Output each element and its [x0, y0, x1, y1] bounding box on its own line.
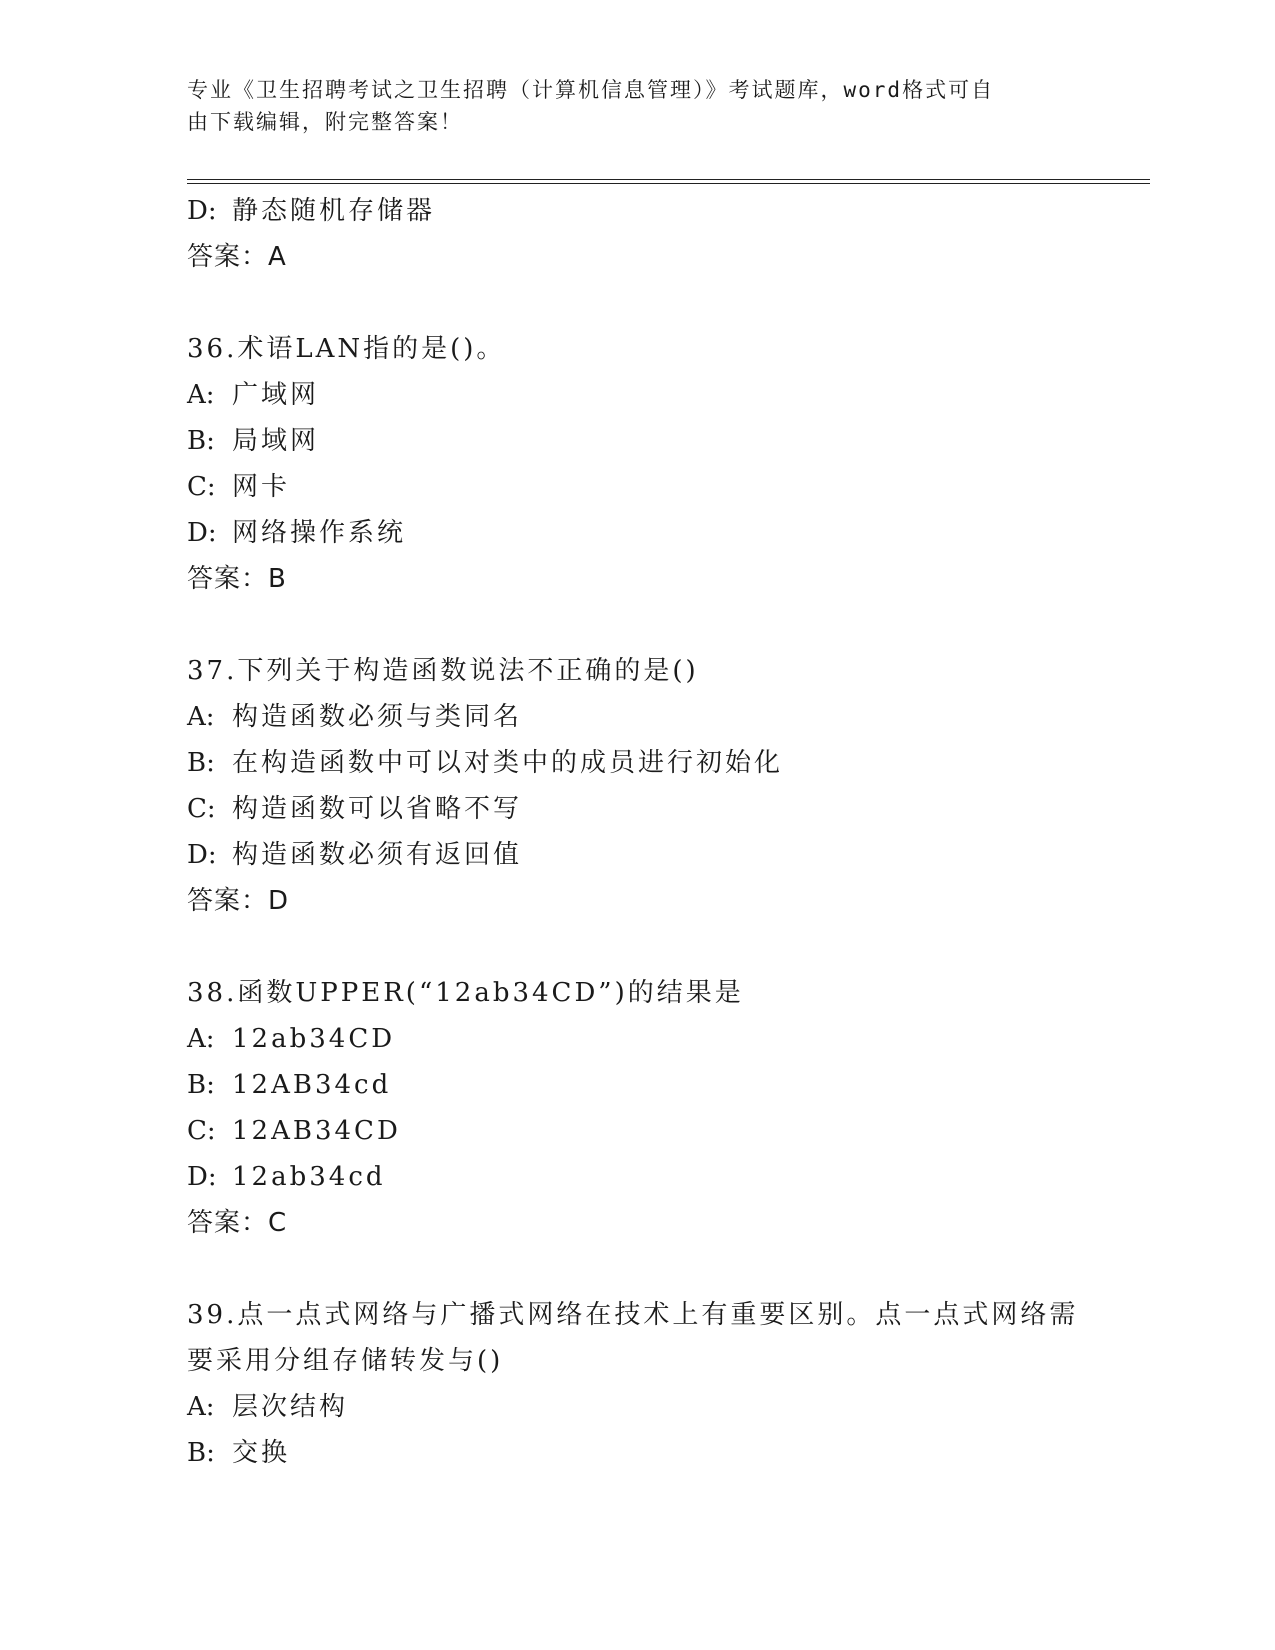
option-text: 构造函数可以省略不写 [232, 794, 523, 824]
option-a [187, 372, 1087, 418]
option-a [187, 1384, 1087, 1430]
answer: 答案：D [187, 886, 290, 916]
option-a [187, 1016, 1087, 1062]
question-stem: 38.函数UPPER(“12ab34CD”)的结果是 [187, 978, 744, 1008]
question-stem: 37.下列关于构造函数说法不正确的是() [187, 656, 699, 686]
option-text: 网络操作系统 [232, 518, 407, 548]
option-b [187, 418, 1087, 464]
header-divider-top [187, 179, 1150, 180]
option-text: 在构造函数中可以对类中的成员进行初始化 [232, 748, 784, 778]
option-key: C: [187, 472, 216, 502]
option-text: 12ab34CD [232, 1024, 396, 1054]
header-divider-bottom [187, 183, 1150, 184]
option-d [187, 188, 1087, 234]
option-key: C: [187, 794, 216, 824]
option-key: A: [187, 380, 215, 410]
answer: 答案：B [187, 564, 287, 594]
header-line-1: 专业《卫生招聘考试之卫生招聘（计算机信息管理）》考试题库，word格式可自 [187, 78, 995, 102]
option-c [187, 464, 1087, 510]
option-key: B: [187, 748, 215, 778]
option-b [187, 1430, 1087, 1476]
option-text: 静态随机存储器 [232, 196, 436, 226]
option-key: D: [187, 1162, 217, 1192]
option-key: A: [187, 1392, 215, 1422]
question-list [187, 188, 1087, 1476]
option-key: C: [187, 1116, 216, 1146]
option-text: 网卡 [232, 472, 291, 502]
option-c [187, 1108, 1087, 1154]
option-text: 构造函数必须有返回值 [232, 840, 523, 870]
option-key: B: [187, 426, 215, 456]
option-text: 12ab34cd [232, 1162, 386, 1192]
option-c [187, 786, 1087, 832]
option-key: D: [187, 840, 217, 870]
question-stem-line-1: 39.点一点式网络与广播式网络在技术上有重要区别。点一点式网络需 [187, 1300, 1079, 1330]
option-text: 构造函数必须与类同名 [232, 702, 523, 732]
option-key: B: [187, 1438, 215, 1468]
option-d [187, 510, 1087, 556]
option-text: 局域网 [232, 426, 320, 456]
question-stem-line-2: 要采用分组存储转发与() [187, 1346, 504, 1376]
option-key: A: [187, 1024, 215, 1054]
question-stem: 36.术语LAN指的是()。 [187, 334, 506, 364]
option-text: 12AB34CD [232, 1116, 401, 1146]
document-header [187, 74, 1067, 138]
option-text: 广域网 [232, 380, 320, 410]
option-key: D: [187, 518, 217, 548]
option-text: 12AB34cd [232, 1070, 392, 1100]
option-a [187, 694, 1087, 740]
option-key: A: [187, 702, 215, 732]
option-key: D: [187, 196, 217, 226]
answer: 答案：C [187, 1208, 288, 1238]
header-line-2: 由下载编辑，附完整答案！ [187, 110, 463, 134]
answer: 答案：A [187, 242, 287, 272]
option-d [187, 1154, 1087, 1200]
option-b [187, 1062, 1087, 1108]
option-d [187, 832, 1087, 878]
option-text: 层次结构 [232, 1392, 349, 1422]
option-key: B: [187, 1070, 215, 1100]
option-text: 交换 [232, 1438, 291, 1468]
option-b [187, 740, 1087, 786]
